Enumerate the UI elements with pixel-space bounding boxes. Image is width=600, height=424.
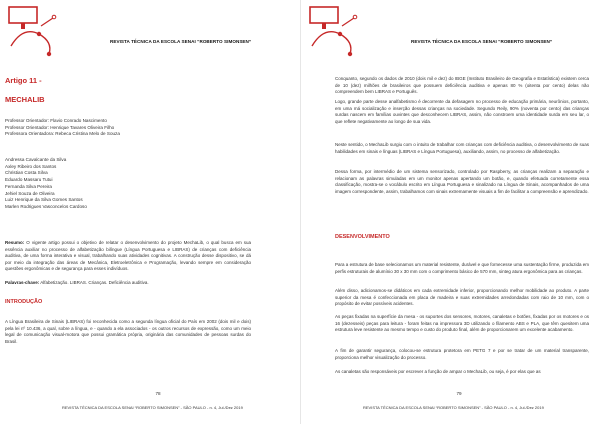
body-paragraph: Logo, grande parte desse analfabetismo é decorrente da defasagem no processo de educação primária, neurônios, portanto, em uma má socialização e inserção dessas crianças na sociedade. Segundo Reily, 90% (noventa por cento) das crianças surdas nascem em famílias ouvintes que desconhecem LIBRAS, assim, não constroem uma identidade surda em seu lar, o que reflete negativamente ao longo de sua vida. (335, 99, 589, 124)
body-paragraph: Neste sentido, o MechaLib surgiu com o intuito de trabalhar com crianças com deficiência auditiva, o desenvolvimento de suas habilidades em sinais e línguas (LIBRAS e Língua Portuguesa), auxiliando, assim, no processo de alfabetização. (335, 142, 589, 154)
body-paragraph: Dessa forma, por intermédio de um sistema sensorizado, controlado por Raspberry, as crianças realizam a separação e relacionam as palavras simuladas em um monitor apenas apertando um botão, e, quando efetuada corretamente essa classificação, mostra-se o vocábulo escrito em Língua Portuguesa e sinalizado na Língua de Sinais, acompanhados de uma imagem correspondente, assim, trabalhamos com sinais extremamente visuais a fim de facilitar a compreensão e aprendizado. (335, 169, 589, 194)
author-line: Axley Ribeiro dos Santos (5, 163, 57, 169)
abstract-text: O vigente artigo possui o objetivo de relatar o desenvolvimento do projeto MechaLib, o qual busca em sua essência auxiliar no processo de alfabetização bilíngue (Língua Portuguesa e LIBRAS) de crianças com deficiência auditiva, de uma forma interativa e visual, trabalhando suas atividades cognitivas. A construção desse dispositivo, se dá por meio da integração das áreas de Mecânica, Eletroeletrônica e Programação, levando sempre em consideração questões ergonômicas e de segurança para esses indivíduos. (5, 240, 251, 271)
author-line: Eduardo Massaru Tutui (5, 177, 53, 183)
body-paragraph: As peças fixadas na superfície da mesa - os suportes dos sensores, motores, canaletas e botões, fixadas por os motores e os 16 (dezesseis) peças para leitura - foram feitas na impressora 3D utilizando o filamento ABS e PLA, que têm quesitem uma estrutura leve resistente ao mesmo tempo e custo do produto final, além de proporcionarem um excelente acabamento. (335, 314, 589, 332)
author-line: Luiz Henrique da Silva Gomes Santos (5, 197, 83, 203)
page-number: 79 (456, 391, 462, 396)
body-paragraph: Para a estrutura de base selecionamos um material resistente, durável e que fornecesse uma sustentação firme, produzida em perfis estruturais de alumínio 30 x 30 mm com o comprimento básico de 570 mm, sinteg atura ergonômica para as crianças. (335, 262, 589, 274)
intro-text: A Língua Brasileira de Sinais (LIBRAS) foi reconhecida como a segunda língua oficial do País em 2002 (dois mil e dois) pela lei nº 10.436, a qual, sobre a língua, e - quando a ela associados - os outros recursos de expressão, como um meio legal de comunicação visual-motora que possui gramática própria, originária das comunidades de pessoas surdas do Brasil. (5, 319, 251, 344)
body-paragraph: Além disso, adicionamos-se didáticos em cada extremidade inferior, proporcionando melhor mobilidade ao produto. A parte superior da mesa é confeccionada em placa de madeira e suas extremidades arredondadas com raio de 10 mm, com o propósito de evitar possíveis acidentes. (335, 288, 589, 306)
intro-heading: INTRODUÇÃO (5, 299, 43, 305)
article-title: MECHALIB (5, 95, 45, 104)
page-number: 78 (155, 391, 161, 396)
keywords-text: Alfabetização. LIBRAS. Crianças. Deficiência auditiva. (40, 280, 149, 285)
advisors-list (5, 118, 120, 138)
body-paragraph: As canaletas são responsáveis por escrever a função de ampar o MechaLib, ou seja, é por elas que as (335, 369, 541, 374)
author-line: Fernanda Silva Pereira (5, 183, 52, 189)
abstract-label: Resumo: (5, 240, 25, 245)
journal-header-title: REVISTA TÉCNICA DA ESCOLA SENAI “ROBERTO SIMONSEN” (110, 39, 252, 44)
article-label: Artigo 11 - (5, 76, 42, 85)
authors-list (5, 157, 87, 211)
author-line: Marlen Rodrigues Vasconcelos Cardoso (5, 203, 87, 209)
journal-logo-icon (5, 4, 61, 60)
body-paragraph: A fim de garantir segurança, colocou-se estrutura protetora em PETG 7 e por se tratar de um material transparente, proporciona melhor visualização do processo. (335, 348, 589, 360)
author-line: Christian Costa Silva (5, 170, 48, 176)
journal-header-title: REVISTA TÉCNICA DA ESCOLA SENAI “ROBERTO SIMONSEN” (411, 39, 553, 44)
right-page (300, 0, 600, 424)
advisor-line: Professora Orientadora: Rebeca Cristina Melo de Souza (5, 131, 120, 137)
body-paragraph: Conquanto, segundo os dados de 2010 (dois mil e dez) do IBGE (Instituto Brasileiro de Geografia e Estatística) existem cerca de 10 (dez) milhões de brasileiros que possuem deficiência auditiva e apenas 80 % (oitenta por cento) delas não compreendem bem LIBRAS e Português. (335, 76, 589, 94)
journal-logo-icon (306, 4, 362, 60)
author-line: Andressa Cavalcante da Silva (5, 157, 67, 162)
keywords-label: Palavras-chave: (5, 280, 40, 285)
development-heading: DESENVOLVIMENTO (335, 234, 390, 240)
abstract (5, 240, 251, 273)
page-footer: REVISTA TÉCNICA DA ESCOLA SENAI “ROBERTO SIMONSEN” - SÃO PAULO - n. 4, Jul./Dez 2019 (363, 405, 544, 410)
advisor-line: Professor Orientador: Flavio Conrado Nascimento (5, 118, 107, 123)
advisor-line: Professor Orientador: Henrique Tavares Oliveira Filho (5, 124, 115, 130)
author-line: Jehiel Souza de Oliveira (5, 190, 55, 196)
keywords (5, 280, 251, 287)
page-footer: REVISTA TÉCNICA DA ESCOLA SENAI “ROBERTO SIMONSEN” - SÃO PAULO - n. 4, Jul./Dez 2019 (62, 405, 243, 410)
